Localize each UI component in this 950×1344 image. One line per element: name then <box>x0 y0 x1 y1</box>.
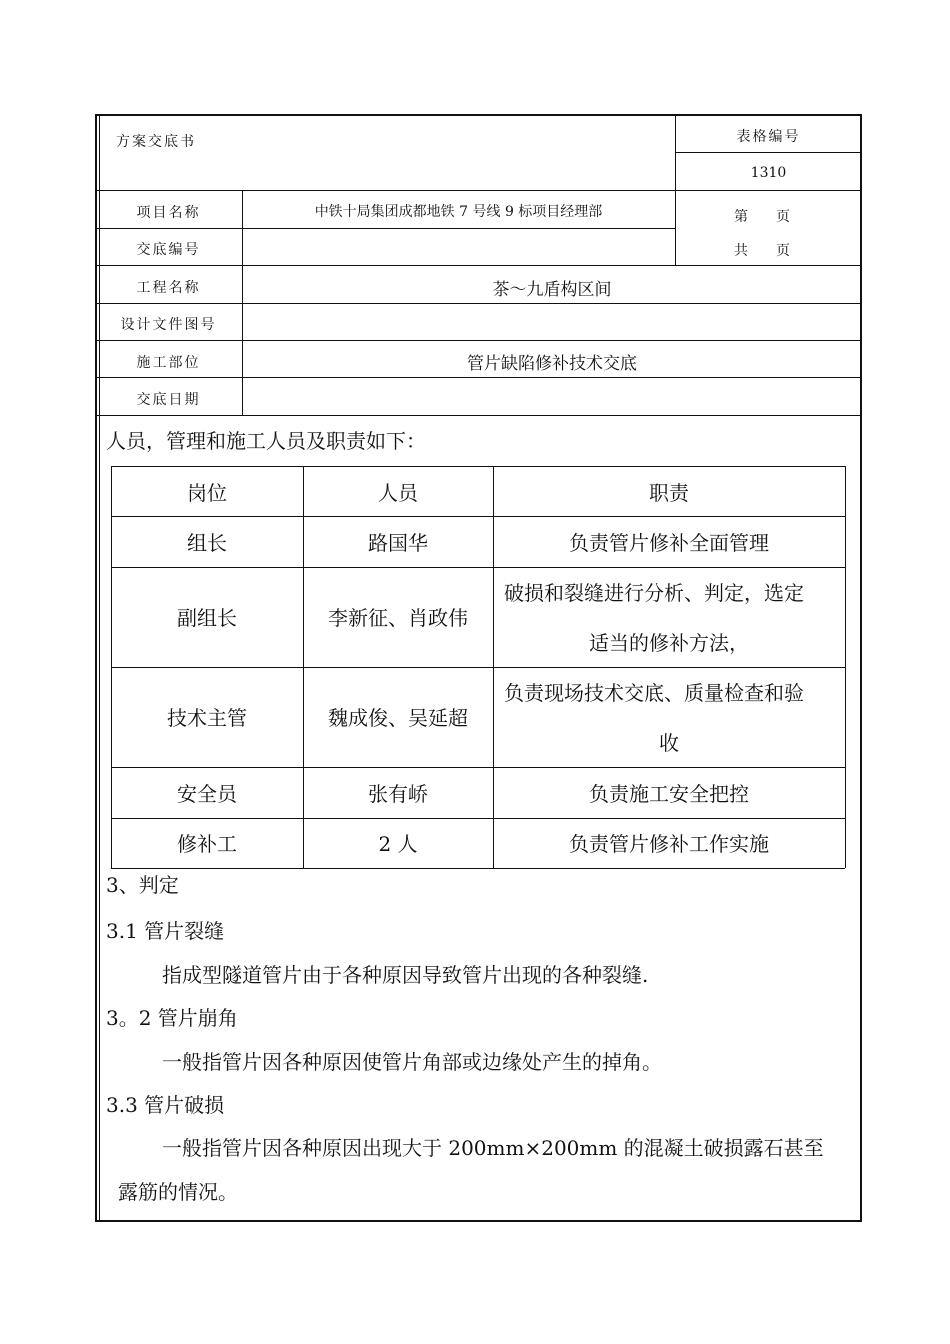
document-title: 方案交底书 <box>116 134 196 150</box>
engineering-name-value: 茶～九盾构区间 <box>492 280 612 300</box>
construction-part-value: 管片缺陷修补技术交底 <box>467 354 637 374</box>
table-cell-post: 安全员 <box>177 782 237 806</box>
table-cell-duty: 破损和裂缝进行分析、判定，选定 <box>504 581 804 605</box>
info-label: 项目名称 <box>136 205 201 221</box>
section-paragraph: 一般指管片因各种原因使管片角部或边缘处产生的掉角。 <box>162 1050 662 1074</box>
table-rule <box>111 667 845 668</box>
section-paragraph: 指成型隧道管片由于各种原因导致管片出现的各种裂缝. <box>162 963 649 987</box>
table-cell-duty: 负责管片修补全面管理 <box>569 531 769 555</box>
page-label: 第 页 <box>734 209 790 225</box>
table-cell-post: 修补工 <box>177 832 237 856</box>
rule <box>95 415 862 416</box>
table-cell-duty: 负责管片修补工作实施 <box>569 832 769 856</box>
table-rule <box>111 466 845 467</box>
total-pages-label: 共 页 <box>734 243 790 259</box>
table-cell-person: 魏成俊、吴延超 <box>328 706 468 730</box>
rule <box>95 303 862 304</box>
section-heading: 3。2 管片崩角 <box>106 1006 238 1030</box>
form-number-label: 表格编号 <box>736 129 801 145</box>
project-name-value: 中铁十局集团成都地铁 7 号线 9 标项目经理部 <box>314 204 603 220</box>
table-cell-person: 李新征、肖政伟 <box>328 606 468 630</box>
table-cell-person: 路国华 <box>368 531 428 555</box>
rule <box>95 265 862 266</box>
table-cell-duty: 负责现场技术交底、质量检查和验 <box>504 681 804 705</box>
section-heading: 3.3 管片破损 <box>106 1093 225 1117</box>
rule <box>95 340 862 341</box>
table-rule <box>111 767 845 768</box>
rule <box>242 190 243 415</box>
table-cell-person: 张有峤 <box>368 782 428 806</box>
table-cell-post: 组长 <box>187 531 227 555</box>
info-label: 交底编号 <box>136 242 201 258</box>
section-paragraph: 一般指管片因各种原因出现大于 200mm×200mm 的混凝土破损露石甚至 <box>162 1136 824 1160</box>
table-cell-post: 副组长 <box>177 606 237 630</box>
info-label: 工程名称 <box>136 280 201 296</box>
rule <box>675 152 862 153</box>
staff-intro: 人员，管理和施工人员及职责如下： <box>106 429 426 453</box>
table-cell-duty: 负责施工安全把控 <box>589 782 749 806</box>
section-heading: 3.1 管片裂缝 <box>106 919 225 943</box>
info-label: 施工部位 <box>136 355 201 371</box>
table-rule <box>111 567 845 568</box>
form-number: 1310 <box>750 165 787 181</box>
table-cell-post: 技术主管 <box>167 706 247 730</box>
table-rule <box>845 466 846 868</box>
table-header-duty: 职责 <box>649 481 689 505</box>
rule <box>95 190 862 191</box>
table-cell-duty: 收 <box>659 731 679 755</box>
table-rule <box>111 868 845 869</box>
table-rule <box>111 818 845 819</box>
info-label: 交底日期 <box>136 392 201 408</box>
table-header-person: 人员 <box>378 481 418 505</box>
table-cell-duty: 适当的修补方法， <box>589 631 749 655</box>
rule <box>95 228 675 229</box>
table-cell-person: 2 人 <box>378 832 418 856</box>
section-paragraph: 露筋的情况。 <box>118 1180 238 1204</box>
section-heading: 3、判定 <box>106 873 179 897</box>
info-label: 设计文件图号 <box>120 317 217 333</box>
table-rule <box>111 516 845 517</box>
rule <box>95 377 862 378</box>
table-header-post: 岗位 <box>187 481 227 505</box>
